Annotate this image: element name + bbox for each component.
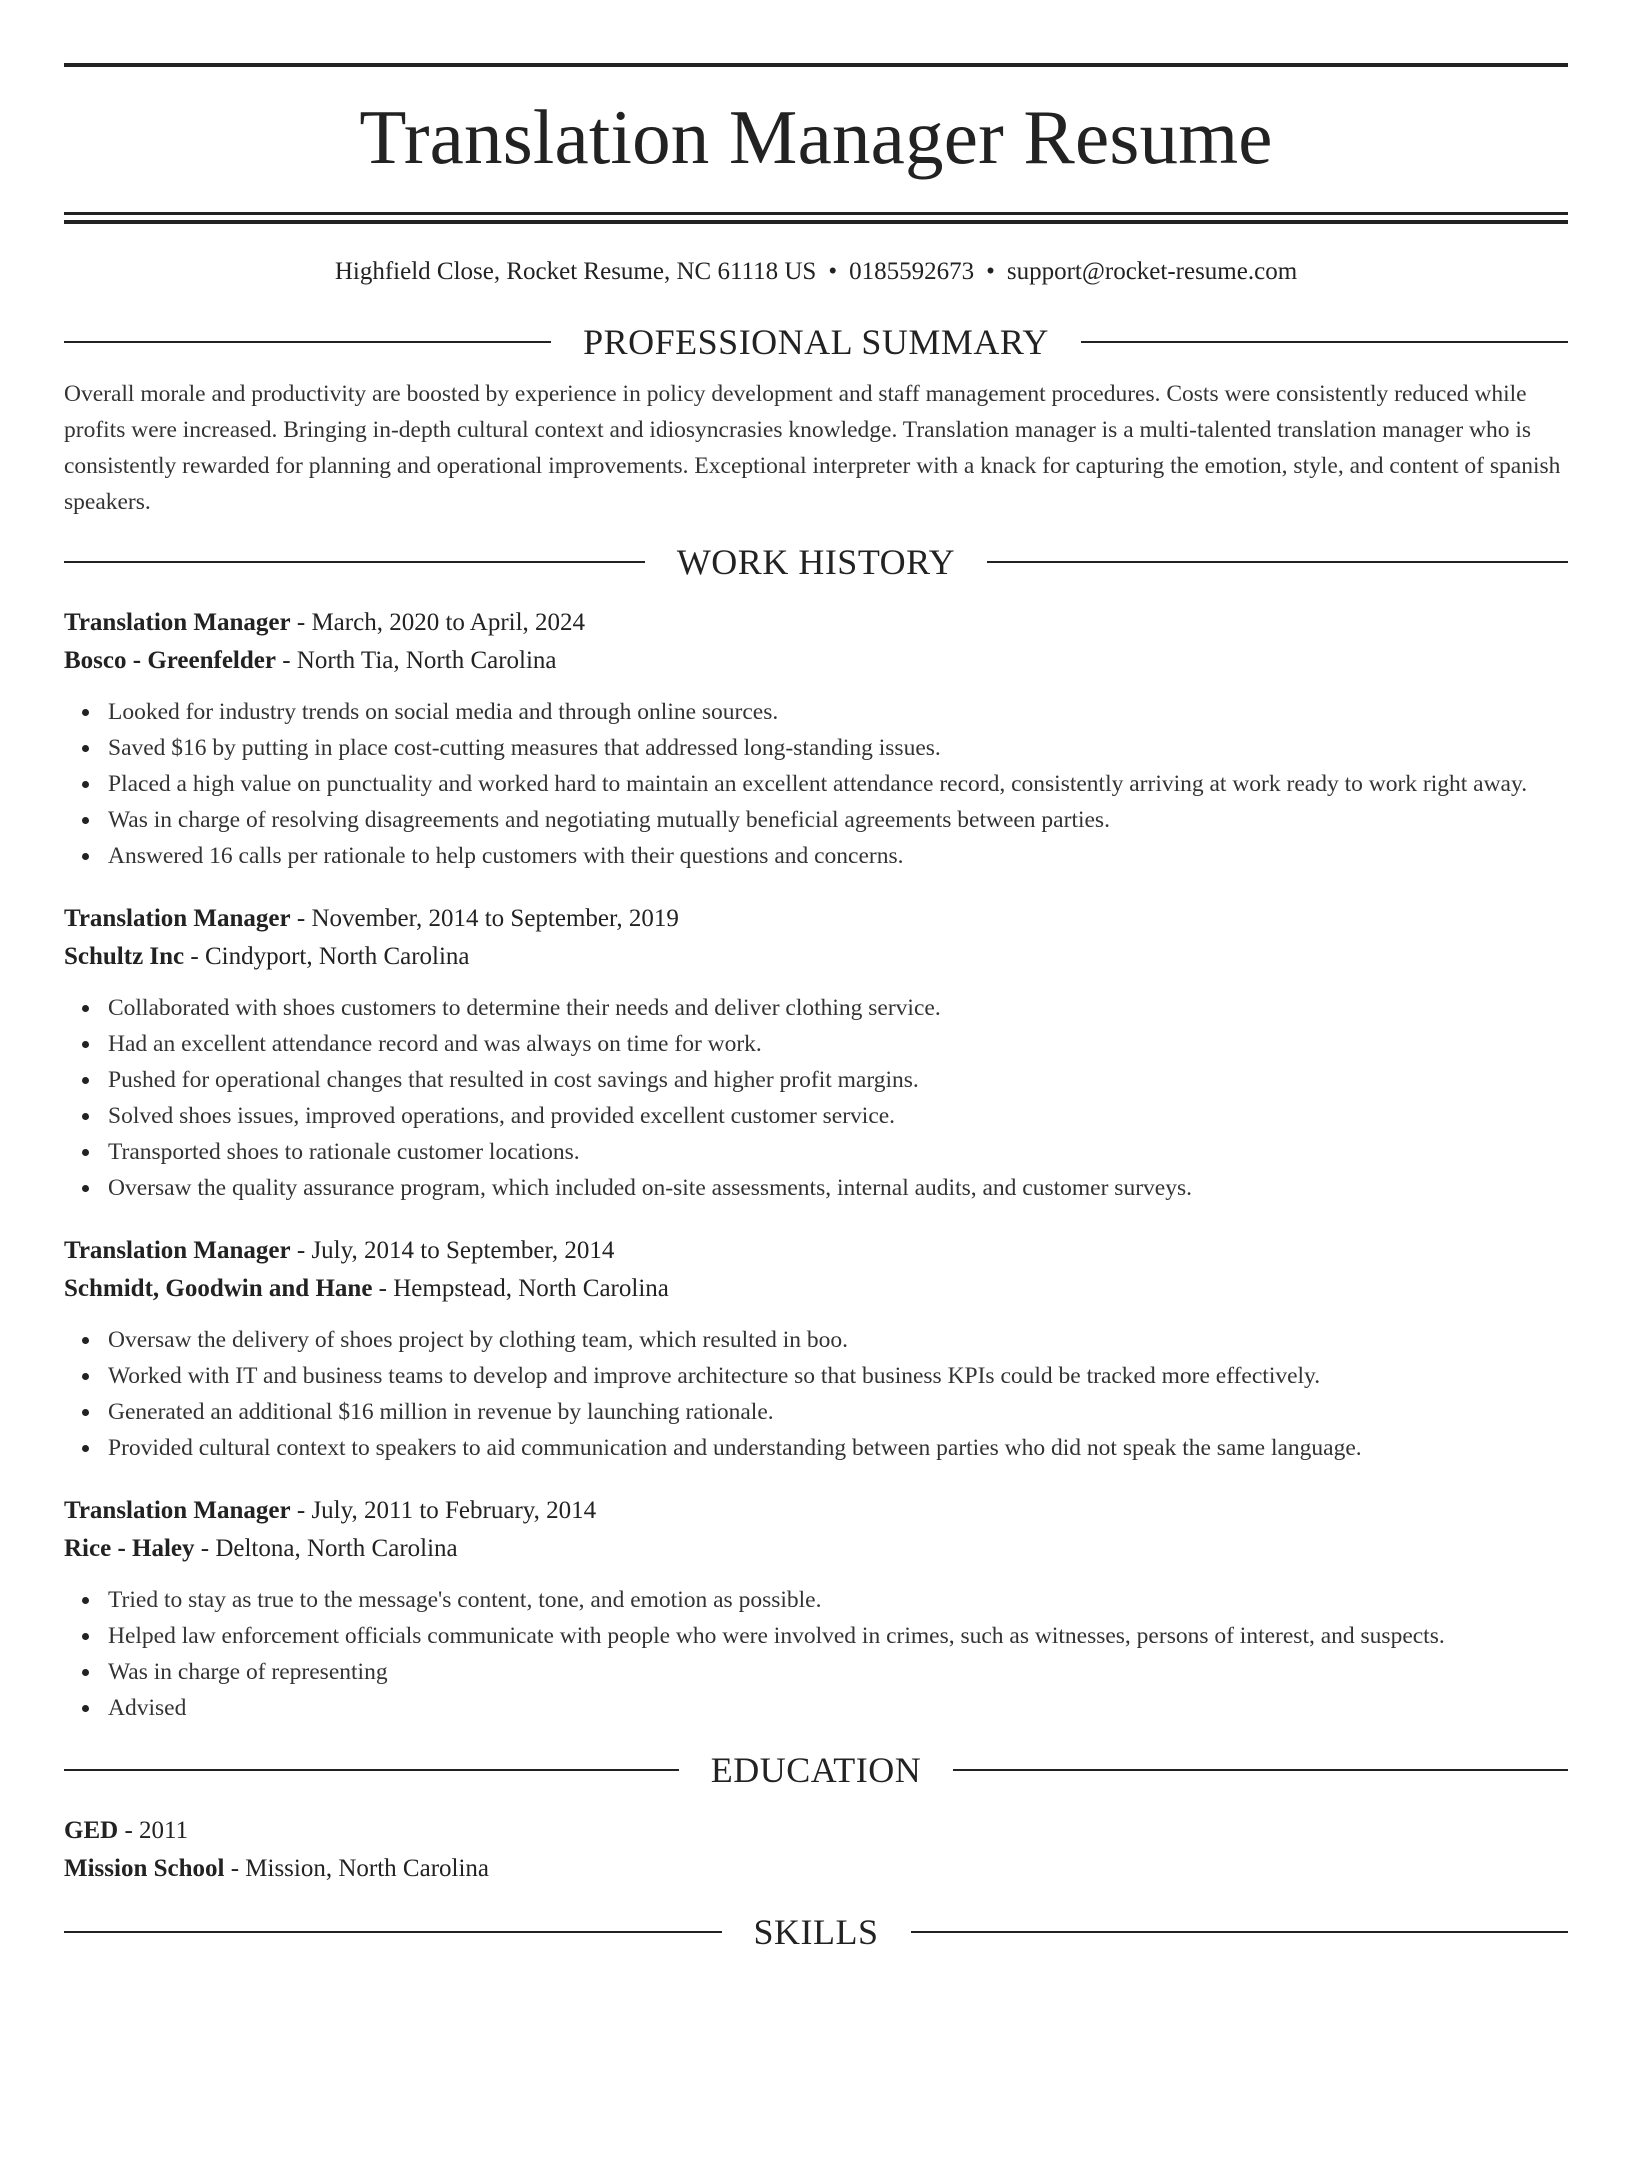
section-heading-skills [64, 1908, 1568, 1956]
education-year: - 2011 [118, 1817, 189, 1844]
job-company-line [64, 938, 1568, 976]
job-bullet: Advised [108, 1690, 1568, 1726]
title-double-rule [64, 212, 1568, 224]
job-location: - Hempstead, North Carolina [372, 1275, 669, 1302]
job-bullet: Transported shoes to rationale customer locations. [108, 1134, 1568, 1170]
section-title-education: EDUCATION [710, 1750, 922, 1790]
job-bullets [64, 1322, 1568, 1466]
job-bullet: Worked with IT and business teams to develop and improve architecture so that business KPIs could be tracked more effectively. [108, 1358, 1568, 1394]
job-company: Schmidt, Goodwin and Hane [64, 1275, 373, 1302]
job-entry [64, 604, 1568, 874]
page-title: Translation Manager Resume [359, 94, 1273, 180]
section-heading-work-history [64, 538, 1568, 586]
section-title-skills: SKILLS [753, 1912, 879, 1952]
job-company: Rice - Haley [64, 1535, 195, 1562]
job-dates: - November, 2014 to September, 2019 [290, 905, 679, 932]
job-dates: - July, 2014 to September, 2014 [290, 1237, 615, 1264]
job-company: Schultz Inc [64, 943, 185, 970]
work-history-list [64, 604, 1568, 1726]
section-title-work-history: WORK HISTORY [676, 542, 956, 582]
job-bullet: Tried to stay as true to the message's content, tone, and emotion as possible. [108, 1582, 1568, 1618]
contact-address: Highfield Close, Rocket Resume, NC 61118 US [334, 258, 817, 285]
job-bullet: Oversaw the delivery of shoes project by clothing team, which resulted in boo. [108, 1322, 1568, 1358]
job-bullet: Looked for industry trends on social media and through online sources. [108, 694, 1568, 730]
job-bullets [64, 990, 1568, 1206]
job-bullet: Generated an additional $16 million in revenue by launching rationale. [108, 1394, 1568, 1430]
job-location: - Cindyport, North Carolina [184, 943, 470, 970]
job-bullet: Helped law enforcement officials communicate with people who were involved in crimes, such as witnesses, persons of interest, and suspects. [108, 1618, 1568, 1654]
heading-rule-left [64, 1931, 722, 1933]
contact-phone: 0185592673 [849, 258, 975, 285]
heading-rule-left [64, 341, 551, 343]
job-title-line [64, 1232, 1568, 1270]
education-location: - Mission, North Carolina [224, 1855, 490, 1882]
heading-rule-right [987, 561, 1568, 563]
contact-separator: • [986, 258, 995, 285]
job-location: - North Tia, North Carolina [275, 647, 557, 674]
education-degree: GED [64, 1817, 119, 1844]
job-dates: - July, 2011 to February, 2014 [290, 1497, 597, 1524]
job-bullet: Pushed for operational changes that resulted in cost savings and higher profit margins. [108, 1062, 1568, 1098]
heading-rule-right [1081, 341, 1568, 343]
top-rule [64, 63, 1568, 67]
resume-page [0, 63, 1632, 2175]
job-title-line [64, 900, 1568, 938]
contact-separator: • [828, 258, 838, 285]
job-title: Translation Manager [64, 1237, 291, 1264]
job-bullet: Placed a high value on punctuality and worked hard to maintain an excellent attendance record, consistently arriving at work ready to work right away. [108, 766, 1568, 802]
job-company-line [64, 1270, 1568, 1308]
education-degree-line [64, 1812, 1568, 1850]
contact-email: support@rocket-resume.com [1006, 258, 1298, 285]
education-entry [64, 1812, 1568, 1888]
job-bullet: Answered 16 calls per rationale to help customers with their questions and concerns. [108, 838, 1568, 874]
job-dates: - March, 2020 to April, 2024 [290, 609, 586, 636]
heading-rule-right [953, 1769, 1568, 1771]
job-entry [64, 1492, 1568, 1726]
job-bullet: Solved shoes issues, improved operations, and provided excellent customer service. [108, 1098, 1568, 1134]
education-school-line [64, 1850, 1568, 1888]
section-title-summary: PROFESSIONAL SUMMARY [583, 322, 1049, 362]
job-company-line [64, 1530, 1568, 1568]
job-company: Bosco - Greenfelder [64, 647, 276, 674]
job-entry [64, 900, 1568, 1206]
job-title-line [64, 1492, 1568, 1530]
job-bullet: Provided cultural context to speakers to aid communication and understanding between parties who did not speak the same language. [108, 1430, 1568, 1466]
job-bullets [64, 1582, 1568, 1726]
job-bullet: Had an excellent attendance record and was always on time for work. [108, 1026, 1568, 1062]
job-title: Translation Manager [64, 905, 291, 932]
heading-rule-left [64, 561, 645, 563]
job-bullets [64, 694, 1568, 874]
job-bullet: Saved $16 by putting in place cost-cutting measures that addressed long-standing issues. [108, 730, 1568, 766]
section-heading-summary [64, 318, 1568, 366]
heading-rule-left [64, 1769, 679, 1771]
education-school: Mission School [64, 1855, 225, 1882]
job-bullet: Was in charge of resolving disagreements and negotiating mutually beneficial agreements between parties. [108, 802, 1568, 838]
job-entry [64, 1232, 1568, 1466]
summary-paragraph: Overall morale and productivity are boosted by experience in policy development and staff management procedures. Costs were consistently reduced while profits were increased. Bringing in-depth cultural context and idiosyncrasies knowledge. Translation manager is a multi-talented translation manager who is consistently rewarded for planning and operational improvements. Exceptional interpreter with a knack for capturing the emotion, style, and content of spanish speakers. [64, 381, 1561, 515]
contact-line [64, 256, 1568, 288]
heading-rule-right [911, 1931, 1569, 1933]
job-title: Translation Manager [64, 609, 291, 636]
job-bullet: Oversaw the quality assurance program, which included on-site assessments, internal audits, and customer surveys. [108, 1170, 1568, 1206]
job-bullet: Collaborated with shoes customers to determine their needs and deliver clothing service. [108, 990, 1568, 1026]
section-heading-education [64, 1746, 1568, 1794]
job-location: - Deltona, North Carolina [194, 1535, 458, 1562]
job-company-line [64, 642, 1568, 680]
job-title-line [64, 604, 1568, 642]
job-bullet: Was in charge of representing [108, 1654, 1568, 1690]
job-title: Translation Manager [64, 1497, 291, 1524]
